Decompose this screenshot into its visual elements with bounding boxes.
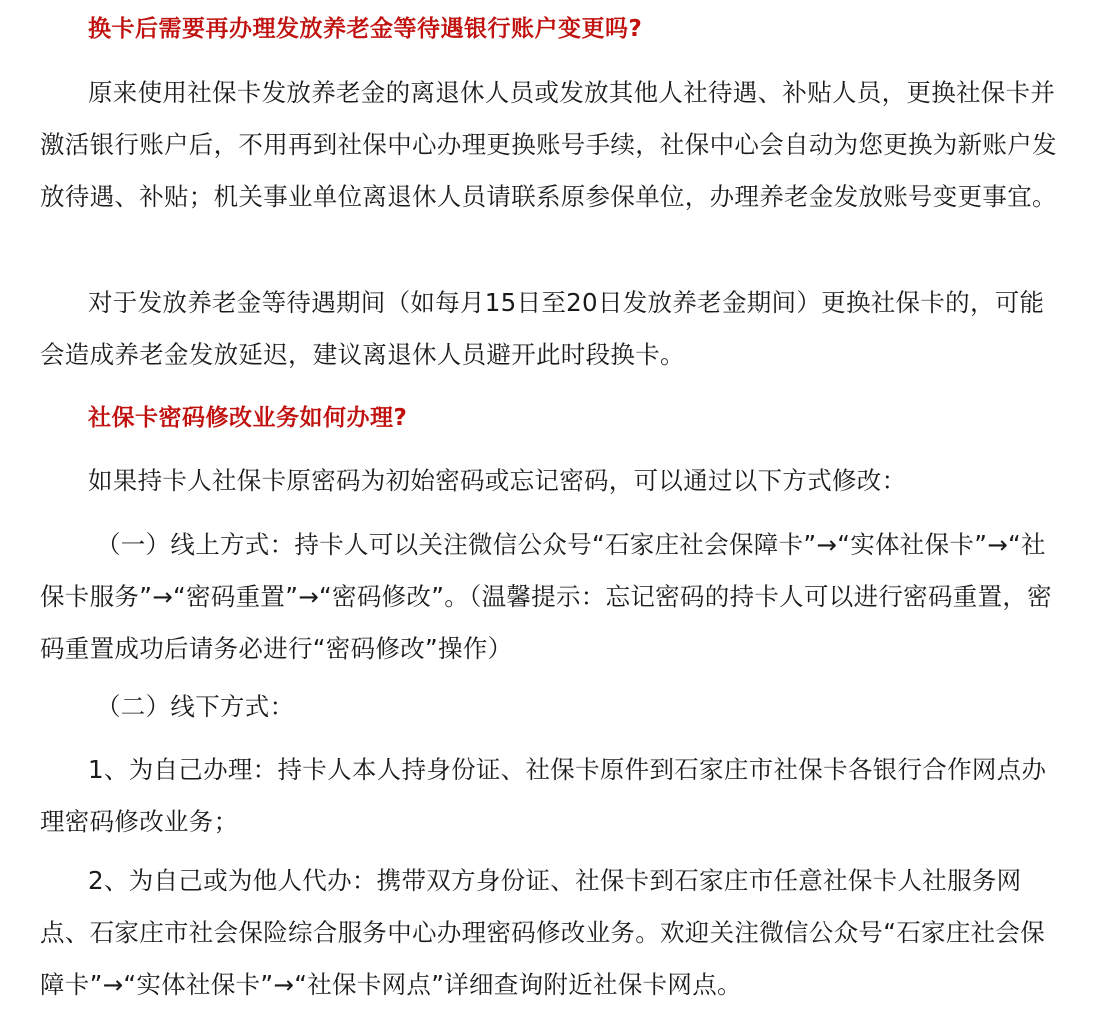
section-heading-account-change: 换卡后需要再办理发放养老金等待遇银行账户变更吗?	[88, 16, 643, 42]
paragraph-pension-delay-notice: 对于发放养老金等待遇期间（如每月15日至20日发放养老金期间）更换社保卡的，可能会造成养老金发放延迟，建议离退休人员避开此时段换卡。	[40, 288, 1045, 369]
section-heading-password-change: 社保卡密码修改业务如何办理?	[88, 405, 408, 431]
paragraph-account-auto-switch: 原来使用社保卡发放养老金的离退休人员或发放其他人社待遇、补贴人员，更换社保卡并激活银行账户后，不用再到社保中心办理更换账号手续，社保中心会自动为您更换为新账户发放待遇、补贴；机关事业单位离退休人员请联系原参保单位，办理养老金发放账号变更事宜。	[40, 78, 1057, 211]
paragraph-online-method: （一）线上方式：持卡人可以关注微信公众号“石家庄社会保障卡”→“实体社保卡”→“社保卡服务”→“密码重置”→“密码修改”。（温馨提示：忘记密码的持卡人可以进行密码重置，密码重置成功后请务必进行“密码修改”操作）	[40, 530, 1052, 663]
paragraph-offline-item-self: 1、为自己办理：持卡人本人持身份证、社保卡原件到石家庄市社保卡各银行合作网点办理密码修改业务；	[40, 755, 1047, 836]
paragraph-offline-item-proxy: 2、为自己或为他人代办：携带双方身份证、社保卡到石家庄市任意社保卡人社服务网点、石家庄市社会保险综合服务中心办理密码修改业务。欢迎关注微信公众号“石家庄社会保障卡”→“实体社保卡”→“社保卡网点”详细查询附近社保卡网点。	[40, 866, 1045, 999]
paragraph-password-intro: 如果持卡人社保卡原密码为初始密码或忘记密码，可以通过以下方式修改：	[88, 466, 907, 495]
paragraph-offline-method-title: （二）线下方式：	[96, 692, 295, 721]
